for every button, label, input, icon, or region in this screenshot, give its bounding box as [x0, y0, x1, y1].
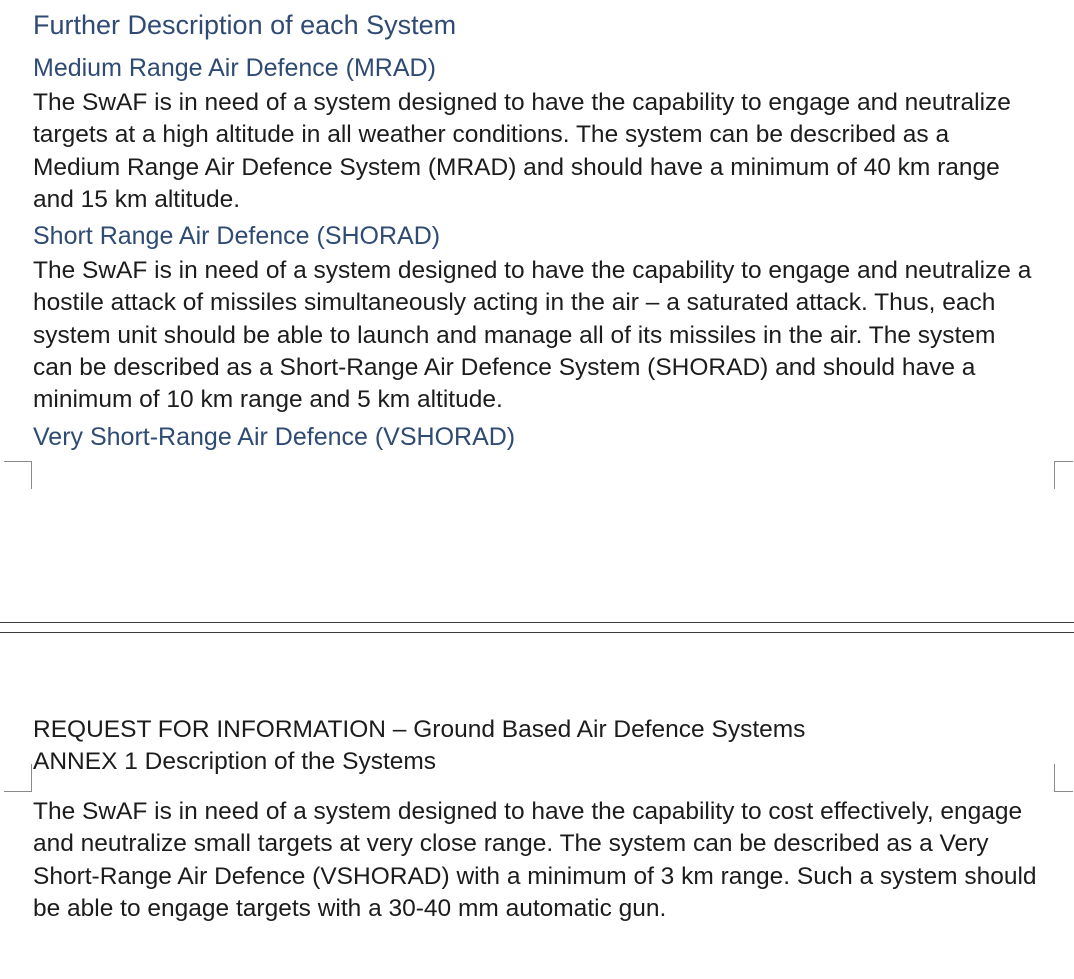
page-separator-top — [0, 622, 1074, 623]
section-title: Further Description of each System — [33, 10, 457, 40]
shorad-body: The SwAF is in need of a system designed to have the capability to engage and neutralize a hostile attack of missiles simultaneously acting in the air – a saturated attack. Thus, each system unit should be able to launch and manage all of its missiles in the air. The system can be described as a Short-Range Air Defence System (SHORAD) and should have a minimum of 10 km range and 5 km altitude. — [33, 257, 1032, 414]
mrad-heading: Medium Range Air Defence (MRAD) — [33, 54, 436, 82]
document-page-2 — [0, 634, 1074, 979]
crop-mark-top-right — [1054, 764, 1073, 792]
shorad-heading: Short Range Air Defence (SHORAD) — [33, 222, 441, 250]
vshorad-heading: Very Short-Range Air Defence (VSHORAD) — [33, 423, 516, 451]
mrad-body: The SwAF is in need of a system designed to have the capability to engage and neutralize targets at a high altitude in all weather conditions. The system can be described as a Medium Range Air Defence System (MRAD) and should have a minimum of 40 km range and 15 km altitude. — [33, 89, 1011, 213]
document-header-line1: REQUEST FOR INFORMATION – Ground Based Air Defence Systems — [33, 716, 806, 743]
crop-mark-top-left — [4, 764, 32, 792]
vshorad-body: The SwAF is in need of a system designed to have the capability to cost effectively, engage and neutralize small targets at very close range. The system can be described as a Very Short-Range Air Defence (VSHORAD) with a minimum of 3 km range. Such a system should be able to engage targets with a 30-40 mm automatic gun. — [33, 798, 1037, 922]
page-separator-bottom — [0, 632, 1074, 633]
crop-mark-bottom-left — [4, 461, 32, 489]
document-header-line2: ANNEX 1 Description of the Systems — [33, 748, 437, 775]
crop-mark-bottom-right — [1054, 461, 1073, 489]
